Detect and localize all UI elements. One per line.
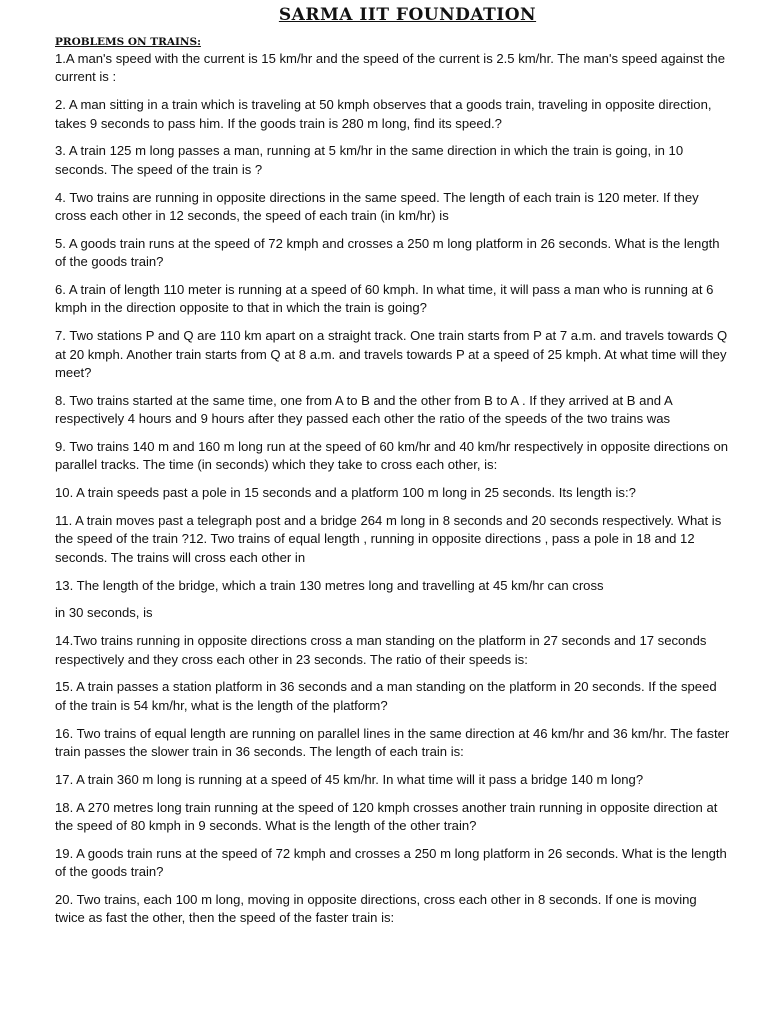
- problem-15: 15. A train passes a station platform in 36 seconds and a man standing on the platform in 20 seconds. If the speed of the train is 54 km/hr, what is the length of the platform?: [55, 679, 717, 713]
- problem-18: 18. A 270 metres long train running at the speed of 120 kmph crosses another train running in opposite direction at the speed of 80 kmph in 9 seconds. What is the length of the other train?: [55, 799, 718, 834]
- document-title: SARMA IIT FOUNDATION: [278, 5, 537, 25]
- problem-5: 5. A goods train runs at the speed of 72 kmph and crosses a 250 m long platform in 26 seconds. What is the length of the goods train?: [55, 235, 720, 270]
- problem-9: 9. Two trains 140 m and 160 m long run at the speed of 60 km/hr and 40 km/hr respectively in opposite directions on parallel tracks. The time (in seconds) which they take to cross each other, is:: [55, 439, 729, 473]
- problem-13: 13. The length of the bridge, which a train 130 metres long and travelling at 45 km/hr can cross: [55, 577, 604, 593]
- problem-6: 6. A train of length 110 meter is running at a speed of 60 kmph. In what time, it will pass a man who is running at 6 kmph in the direction opposite to that in which the train is going?: [55, 282, 714, 316]
- problem-2: 2. A man sitting in a train which is traveling at 50 kmph observes that a goods train, traveling in opposite direction, takes 9 seconds to pass him. If the goods train is 280 m long, find its speed.?: [55, 97, 712, 131]
- problem-16: 16. Two trains of equal length are running on parallel lines in the same direction at 46 km/hr and 36 km/hr. The faster train passes the slower train in 36 seconds. The length of each train is:: [55, 725, 730, 760]
- section-heading: PROBLEMS ON TRAINS:: [55, 36, 201, 48]
- problem-17: 17. A train 360 m long is running at a speed of 45 km/hr. In what time will it pass a bridge 140 m long?: [55, 771, 644, 787]
- problem-14: 14.Two trains running in opposite directions cross a man standing on the platform in 27 seconds and 17 seconds respectively and they cross each other in 23 seconds. The ratio of their speeds is:: [55, 633, 707, 667]
- problem-13-continuation: in 30 seconds, is: [55, 605, 153, 621]
- problem-19: 19. A goods train runs at the speed of 72 kmph and crosses a 250 m long platform in 26 seconds. What is the length of the goods train?: [55, 845, 727, 880]
- problem-1: 1.A man's speed with the current is 15 km/hr and the speed of the current is 2.5 km/hr. The man's speed against the current is :: [55, 51, 725, 85]
- problem-8: 8. Two trains started at the same time, one from A to B and the other from B to A . If they arrived at B and A respectively 4 hours and 9 hours after they passed each other the ratio of the speeds of the two trains was: [55, 392, 672, 427]
- problem-3: 3. A train 125 m long passes a man, running at 5 km/hr in the same direction in which the train is going, in 10 seconds. The speed of the train is ?: [55, 143, 684, 177]
- problem-4: 4. Two trains are running in opposite directions in the same speed. The length of each train is 120 meter. If they cross each other in 12 seconds, the speed of each train (in km/hr) is: [55, 189, 699, 224]
- problem-11-12: 11. A train moves past a telegraph post and a bridge 264 m long in 8 seconds and 20 seconds respectively. What is the speed of the train ?12. Two trains of equal length , running in opposite directions , pass a pole in 18 and 12 seconds. The trains will cross each other in: [55, 513, 722, 565]
- problem-10: 10. A train speeds past a pole in 15 seconds and a platform 100 m long in 25 seconds. Its length is:?: [55, 485, 636, 501]
- problem-list: [55, 50, 730, 928]
- problem-7: 7. Two stations P and Q are 110 km apart on a straight track. One train starts from P at 7 a.m. and travels towards Q at 20 kmph. Another train starts from Q at 8 a.m. and travels towards P at a speed of 25 kmph. At what time will they meet?: [55, 328, 728, 381]
- problem-20: 20. Two trains, each 100 m long, moving in opposite directions, cross each other in 8 seconds. If one is moving twice as fast the other, then the speed of the faster train is:: [55, 892, 697, 926]
